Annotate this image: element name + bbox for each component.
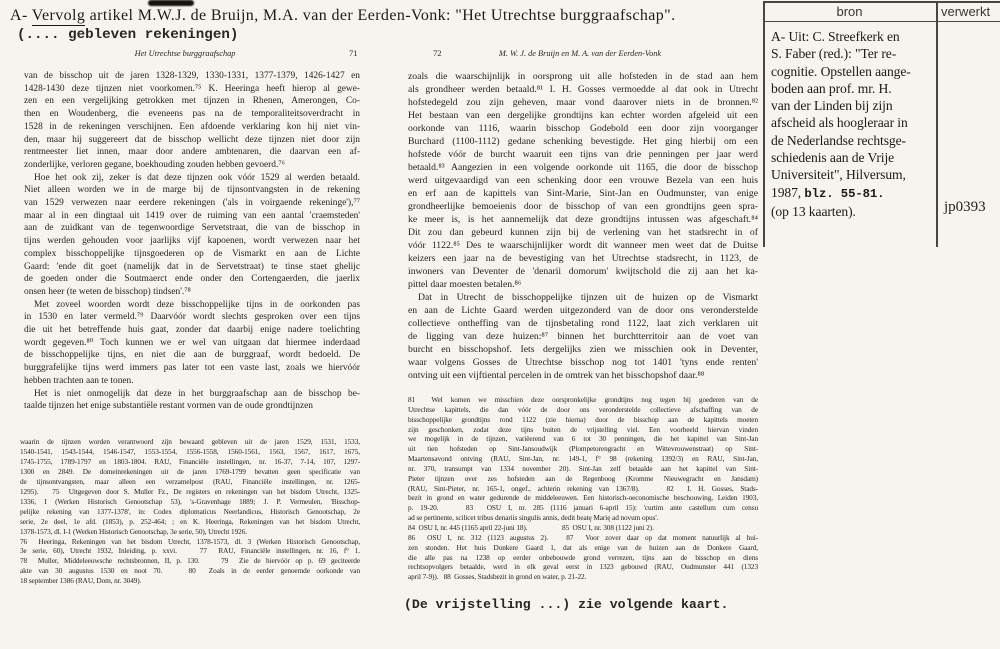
footnote-line: pelijke rekening van 1377-1378', in: Codex diplomaticus Neerlandicus, Historisch Genootschap, 2e <box>20 506 360 516</box>
footnote-line: rechtsopvolgers betaalde, werd in elk geval eerst in 1323 gebouwd (RAU, Oudmunster 441 (1323 <box>408 562 758 572</box>
footnote-line: zijn geschonken, zodat deze tijns buiten de vrijstelling viel. Een voorbeeld hiervan vinden <box>408 424 758 434</box>
footnote-line: Maartensavond ontving (RAU, Sint-Jan, nr. 149-1, f° 98 (rekening 1392/3) en RAU, Sint-Jan, <box>408 454 758 464</box>
citation-line: van der Linden bij zijn <box>771 98 893 114</box>
body-text-line: Het is niet onmogelijk dat deze in het burggraafschap aan de bisschop be- <box>34 388 360 399</box>
body-text-line: tijns werden gehouden voor jaarlijks vijf kapoenen, wordt verwezen naar het <box>24 236 360 247</box>
body-text-line: 1528 in de rekeningen verschijnen. Een afdoende verklaring kon hij niet vin- <box>24 121 360 132</box>
bottom-annotation: (De vrijstelling ...) zie volgende kaart. <box>404 597 729 612</box>
body-text-line: pittel daar moesten betalen.⁸⁶ <box>408 279 522 290</box>
footnote-line: 76 Heeringa, Rekeningen van het bisdom Utrecht, 1378-1573, dl. 3 (Werken Historisch Genootschap, <box>20 536 360 546</box>
footnote-line: 1295). 75 Uitgegeven door S. Muller Fz., De registers en rekeningen van het bisdom Utrecht, 1325- <box>20 486 360 496</box>
top-annotation-line2: (.... gebleven rekeningen) <box>17 27 239 43</box>
citation-line: S. Faber (red.): "Ter re- <box>771 46 897 62</box>
body-text-line: Dat in Utrecht de bisschoppelijke tijnzen uit de huizen op de Vismarkt <box>418 292 758 303</box>
citation-line: Universiteit", Hilversum, <box>771 167 906 183</box>
body-text-line: taalde tijnzen het enige substantiële restant vormen van de oude grondtijnzen <box>24 401 313 412</box>
footnote-line: Utrechtse kapittels, die dan vóór de door ons veronderstelde collectieve afschaffing van de <box>408 404 758 414</box>
annotation-rest: artikel M.W.J. de Bruijn, M.A. van der Eerden-Vonk: "Het Utrechtse burggraafschap". <box>85 7 676 24</box>
footnote-line: p. 19-20. 83 OSU I, nr. 285 (1116 januari 6-april 15): 'curtim ante castellum cum censu <box>408 503 758 513</box>
body-text-line: complex bisschoppelijke tijnsgoederen op de Vismarkt en aan de Lichte <box>24 248 360 259</box>
footnote-line: 18 september 1386 (RAU, Dom, nr. 3049). <box>20 576 142 586</box>
body-text-line: van de bisschop uit de jaren 1328-1329, 1330-1331, 1377-1379, 1426-1427 en <box>24 71 360 81</box>
body-text-line: inwoners van Deventer de 'denarii domorum' kwijtschold die zij aan het ka- <box>408 266 758 277</box>
body-text-line: rentmeester liet innen, maar door andere ambtenaren, die daarvan een af- <box>24 147 360 158</box>
body-text-line: burcht en bisschopshof. Iets dergelijks zien we misschien ook in Deventer, <box>408 344 758 355</box>
page-72-body <box>408 70 758 382</box>
citation-line: boden aan prof. mr. H. <box>771 80 892 96</box>
body-text-line: Dit zou dan gebeurd kunnen zijn bij de verlening van het stadsrecht in of <box>408 227 758 238</box>
footnote-line: we mogelijk in de tijnzen, variëerend van 6 tot 30 penningen, die het kapittel van Sint-Jan <box>408 434 758 444</box>
body-text-line: die uit het betreffende huis gaat, zonder dat daarbij enige nadere toelichting <box>24 325 360 336</box>
footnote-line: bisschoppelijke grondtijns rond 1122 (zie hierna) door de bisschop aan de kapittels moeten <box>408 414 758 424</box>
body-text-line: wordt gegeven.⁸⁰ Toch kunnen we er wel van uitgaan dat hiermee inderdaad <box>24 337 360 348</box>
body-text-line: en aan de Lichte Gaard werden uitgezonderd van de door ons veronderstelde <box>408 305 758 316</box>
body-text-line: collectieve ontheffing van de tijnsbetaling rond 1122, laat zich verklaren uit <box>408 318 758 329</box>
body-text-line: oorkonde van 1116, waarin bisschop Godebold een door zijn voorganger <box>408 123 758 134</box>
body-text-line: den, maar hij suggereert dat de bisschop wellicht deze tijnzen niet door zijn <box>24 134 360 145</box>
body-text-line: Het bestaan van een dergelijke grondtijns kan echter worden afgeleid uit een <box>408 110 758 121</box>
body-text-line: als grondheer werden betaald.⁸¹ I. H. Gosses vermoedde al dat ook in Utrecht <box>408 84 758 95</box>
body-text-line: in 1530 en later vermeld.⁷⁹ Daarvóór wordt slechts gesproken over een tijns <box>24 312 360 323</box>
footnote-line: (RAU, Sint-Pieter, nr. 165-1, ongef., achterin rekening van 1367/8). 82 I. H. Gosses, Stads- <box>408 483 758 493</box>
page-71-footnotes <box>20 437 360 586</box>
body-text-line: werd uitgevaardigd van een schenking door een vrouwe Bezela van een huis <box>408 175 758 186</box>
body-text-line: keizers een jaar na de bevestiging van het Utrechtse stadsrecht, in 1123, de <box>408 253 758 264</box>
table-top-border <box>763 1 1000 3</box>
body-text-line: van 1529 verwezen naar eerdere rekeningen ('als in voirgaende rekeninge'),⁷⁷ <box>24 198 360 209</box>
footnote-line: serie, 2e deel, 1e afd. (1853), p. 252-464; ; en K. Heeringa, Rekeningen van het bisdom Utrecht, <box>20 516 360 526</box>
body-text-line: zonderlijke, verloren gegane, boekhouding zouden hebben gevoerd.⁷⁶ <box>24 159 285 170</box>
citation-line: de Nederlandse rechtsge- <box>771 132 906 148</box>
page-71-body <box>24 70 360 413</box>
citation-line: schiedenis aan de Vrije <box>771 150 895 166</box>
citation-line: (op 13 kaarten). <box>771 203 856 219</box>
body-text-line: Burchard (1100-1112) gedane schenking bevestigde. Het ging hierbij om een <box>408 136 758 147</box>
body-text-line: zen en een vergelijking getrokken met tijnzen in Rhenen, Amerongen, Co- <box>24 96 360 107</box>
body-text-line: waar volgens Gosses de Utrechtse bisschop nog tot 1401 'tyns ende renten' <box>408 357 758 368</box>
footnote-line: de tijnsontvangsten, maar alleen een verzamelpost (RAU, Financiële instellingen, nr. 1265- <box>20 476 360 486</box>
body-text-line: Met zoveel woorden wordt deze bisschoppelijke tijns in de oorkonden pas <box>34 299 360 310</box>
page-72-number: 72 <box>433 48 442 58</box>
page-72-running-title: M. W. J. de Bruijn en M. A. van der Eerden-Vonk <box>498 49 662 58</box>
footnote-line: die alle pas na 1238 op eerder onbebouwde grond verrezen, tijns aan de bisschop en diens <box>408 552 758 562</box>
body-text-line: Gaard: 'ende dit goet (namelijk dat in de Servetstraat) te tinse staet ghelijc <box>24 261 360 272</box>
page-71-running-title: Het Utrechtse burggraafschap <box>134 49 236 58</box>
page-71-number: 71 <box>349 48 358 58</box>
footnote-line: 1540-1541, 1543-1544, 1546-1547, 1553-1554, 1556-1558, 1560-1561, 1563, 1567, 1617, 1675, <box>20 446 360 456</box>
verwerkt-column-header: verwerkt <box>941 4 991 19</box>
citation-line: A- Uit: C. Streefkerk en <box>771 29 900 44</box>
footnote-line: Pieter tijnzen over zes hofsteden aan de Regenboog (Kromme Nieuwegracht en Jansdam) <box>408 473 758 483</box>
body-text-line: hebben trachten aan te tonen. <box>24 375 134 386</box>
body-text-line: de ligging van deze huizen:⁸⁷ binnen het burchtterritoir aan de voet van <box>408 331 758 342</box>
footnote-line: waarin de tijnzen worden verantwoord zijn bewaard gebleven uit de jaren 1529, 1531, 1533, <box>20 437 360 446</box>
body-text-line: zoals die waarschijnlijk in oorsprong uit alle hofsteden in de stad aan hem <box>408 71 758 82</box>
body-text-line: hofstede vóór de burcht waaruit een tijns van drie penningen per jaar werd <box>408 149 758 160</box>
body-text-line: maar al in een dingtaal uit 1419 over de ruiming van een aantal 'craemsteden' <box>24 210 360 221</box>
body-text-line: ke meer is, is het aannemelijk dat deze grondtijns intussen was afgeschaft.⁸⁴ <box>408 214 758 225</box>
top-annotation-line1 <box>10 7 676 25</box>
footnote-line: 78 Muller, Middeleeuwsche rechtsbronnen, II, p. 130. 79 Zie de hiervóór op p. 69 geciteerde <box>20 556 360 566</box>
citation-line <box>771 184 939 203</box>
footnote-line: 84 OSU I, nr. 445 (1165 april 22-juni 18). 85 OSU I, nr. 308 (1122 juni 2). <box>408 522 654 532</box>
footnote-line: 1745-1755, 1789-1797 en 1803-1804. RAU, Financiële instellingen, nr. 16-37, 7-14, 107, 1297- <box>20 456 360 466</box>
body-text-line: Niet alleen worden we in de marge bij de tijnsontvangsten in de rekening <box>24 185 360 196</box>
footnote-line: nr. 370, transumpt van 1334 november 20). Sint-Jan zelf betaalde aan het kapittel van Sint- <box>408 463 758 473</box>
footnote-line: bezit in grond en water gedurende de middeleeuwen. Een historisch-oeconomische beschouwing, Leiden 1903, <box>408 493 758 503</box>
body-text-line: hofstedegeld zou zijn geheven, maar vond daarover niets in de bronnen.⁸² <box>408 97 758 108</box>
body-text-line: then en Woudenberg, die eveneens pas na de temporaliteitsoverdracht in <box>24 109 360 120</box>
footnote-line: ad se pertinente, scilicet tribus denariis singulis annis, dedit beatę Marię ad novum opus'. <box>408 513 659 523</box>
body-text-line: onsen heer (te weten de bisschop) tindsen'.⁷⁸ <box>24 286 191 297</box>
body-text-line: burggrafelijke tijns werd immers pas later tot een vaste last, zoals we hiervóór <box>24 363 360 374</box>
body-text-line: vóór 1122.⁸⁵ Des te waarschijnlijker wordt dit wanneer men weet dat de Duitse <box>408 240 758 251</box>
body-text-line: Hoe het ook zij, zeker is dat deze tijnzen ook vóór 1529 al werden betaald. <box>34 172 360 183</box>
body-text-line: ontving uit een vijftiental percelen in de omtrek van het bisschopshof daar.⁸⁸ <box>408 370 705 381</box>
source-citation <box>771 28 939 220</box>
footnote-line: uit tien hofsteden op Sint-Jansoudwijk (Plompetorengracht en Wittevrouwenstraat) op Sint- <box>408 444 758 454</box>
footnote-line: 1378-1573, dl. I-1 (Werken Historisch Genootschap, 3e serie, 50), Utrecht 1926. <box>20 526 247 536</box>
citation-line: afscheid als hoogleraar in <box>771 115 908 131</box>
table-left-border <box>763 1 765 247</box>
citation-line-serif-part: 1987, <box>771 184 805 200</box>
annotation-underlined-word: Vervolg <box>31 7 86 24</box>
footnote-line: 86 OSU I, nr. 312 (1123 augustus 2). 87 Voor zover daar op dat moment natuurlijk al hui- <box>408 532 758 542</box>
footnote-line: 3e serie, 60), Utrecht 1932, Inleiding, p. xxvi. 77 RAU, Financiële instellingen, nr. 16, f° 1. <box>20 546 360 556</box>
body-text-line: grondheerlijke bemoeienis door de bisschop of van een grondtijns geen spra- <box>408 201 758 212</box>
table-header-rule <box>763 21 1000 22</box>
footnote-line: 1300 en 2849. De domeinrekeningen uit de jaren 1769-1799 bevatten geen specificatie van <box>20 466 360 476</box>
citation-line-typed-part: blz. 55-81. <box>804 186 885 201</box>
footnote-line: april 7-9)). 88 Gosses, Stadsbezit in grond en water, p. 21-22. <box>408 572 587 582</box>
footnote-line: zen stonden. Het huis Donkere Gaard 1, dat als enige van de huizen aan de Donkere Gaard, <box>408 542 758 552</box>
footnote-line: 1336, I (Werken Historisch Genootschap 53), 's-Gravenhage 1889; J. P. Vermeulen, 'Bisschop- <box>20 496 360 506</box>
body-text-line: en erf aan de kapittels van Sint-Marie, Sint-Jan en Oudmunster, van enige <box>408 188 758 199</box>
page-72-footnotes <box>408 395 758 582</box>
body-text-line: de goeden onder die Soutmaerct ende onder den Cortengaerden, die jaerlix <box>24 274 360 285</box>
body-text-line: de bisschoppelijke tijns, en niet die aan de burggraaf, wordt bedoeld. De <box>24 350 360 361</box>
body-text-line: 1428-1430 deze tijnzen niet voorkomen.⁷⁵ K. Heeringa heeft hierop al gewe- <box>24 83 360 94</box>
annotation-prefix: A- <box>10 7 32 24</box>
footnote-line: 81 Wel komen we misschien deze oorspronkelijke grondtijns nog tegen bij goederen van de <box>408 395 758 404</box>
citation-line: cognitie. Opstellen aange- <box>771 63 911 79</box>
footnote-line: akte van 30 augustus 1530 en noot 70. 80 Zoals in de eerder genoemde oorkonde van <box>20 566 360 576</box>
card-code: jp0393 <box>944 199 986 215</box>
body-text-line: betaald.⁸³ Aangezien in een volgende oorkonde uit 1165, die door de bisschop <box>408 162 758 173</box>
body-text-line: aan de zuidkant van de tegenwoordige Servetstraat, die van de bisschop in <box>24 223 360 234</box>
scan-smudge <box>148 0 194 6</box>
bron-column-header: bron <box>836 4 863 19</box>
